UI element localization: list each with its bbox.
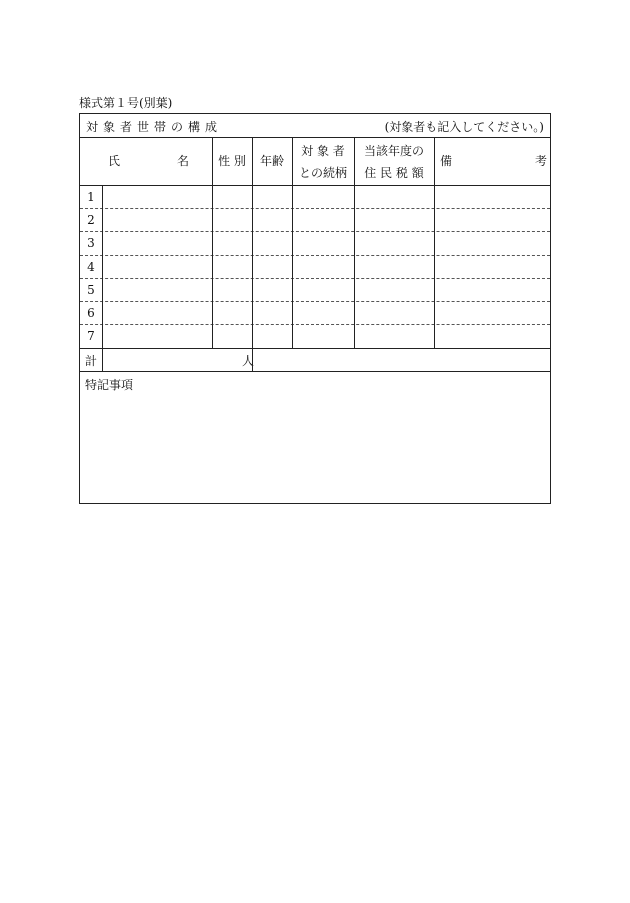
header-age: 年齢 bbox=[259, 154, 284, 168]
row-number: 3 bbox=[87, 236, 95, 250]
row-separator bbox=[80, 301, 550, 302]
column-divider bbox=[252, 137, 253, 371]
header-relation-line2: との続柄 bbox=[298, 166, 347, 180]
form-number: 様式第１号(別葉) bbox=[79, 96, 173, 110]
row-number: 5 bbox=[87, 283, 95, 297]
section-note: (対象者も記入してください。) bbox=[384, 120, 544, 134]
header-remarks-first: 備 bbox=[440, 154, 453, 168]
total-unit: 人 bbox=[242, 354, 255, 368]
header-relation-line1: 対 象 者 bbox=[301, 144, 345, 158]
special-notes-label: 特記事項 bbox=[85, 378, 134, 392]
column-divider bbox=[102, 185, 103, 371]
header-name-first: 氏 bbox=[108, 154, 121, 168]
row-separator bbox=[80, 231, 550, 232]
total-label: 計 bbox=[84, 354, 97, 368]
household-table bbox=[79, 113, 551, 504]
section-title: 対象者世帯の構成 bbox=[86, 120, 223, 134]
row-separator bbox=[80, 278, 550, 279]
header-divider bbox=[80, 185, 550, 186]
row-separator bbox=[80, 324, 550, 325]
row-number: 6 bbox=[87, 306, 95, 320]
title-divider bbox=[80, 137, 550, 138]
row-number: 4 bbox=[87, 260, 95, 274]
header-tax-line2: 住 民 税 額 bbox=[364, 166, 424, 180]
column-divider bbox=[212, 137, 213, 348]
row-separator bbox=[80, 208, 550, 209]
total-divider bbox=[80, 348, 550, 349]
row-number: 7 bbox=[87, 329, 95, 343]
column-divider bbox=[354, 137, 355, 348]
header-remarks-second: 考 bbox=[535, 154, 548, 168]
header-tax-line1: 当該年度の bbox=[363, 144, 424, 158]
row-separator bbox=[80, 255, 550, 256]
special-divider bbox=[80, 371, 550, 372]
header-name-second: 名 bbox=[177, 154, 190, 168]
column-divider bbox=[434, 137, 435, 348]
column-divider bbox=[292, 137, 293, 348]
row-number: 1 bbox=[87, 190, 95, 204]
header-sex: 性 別 bbox=[218, 154, 246, 168]
row-number: 2 bbox=[87, 213, 95, 227]
